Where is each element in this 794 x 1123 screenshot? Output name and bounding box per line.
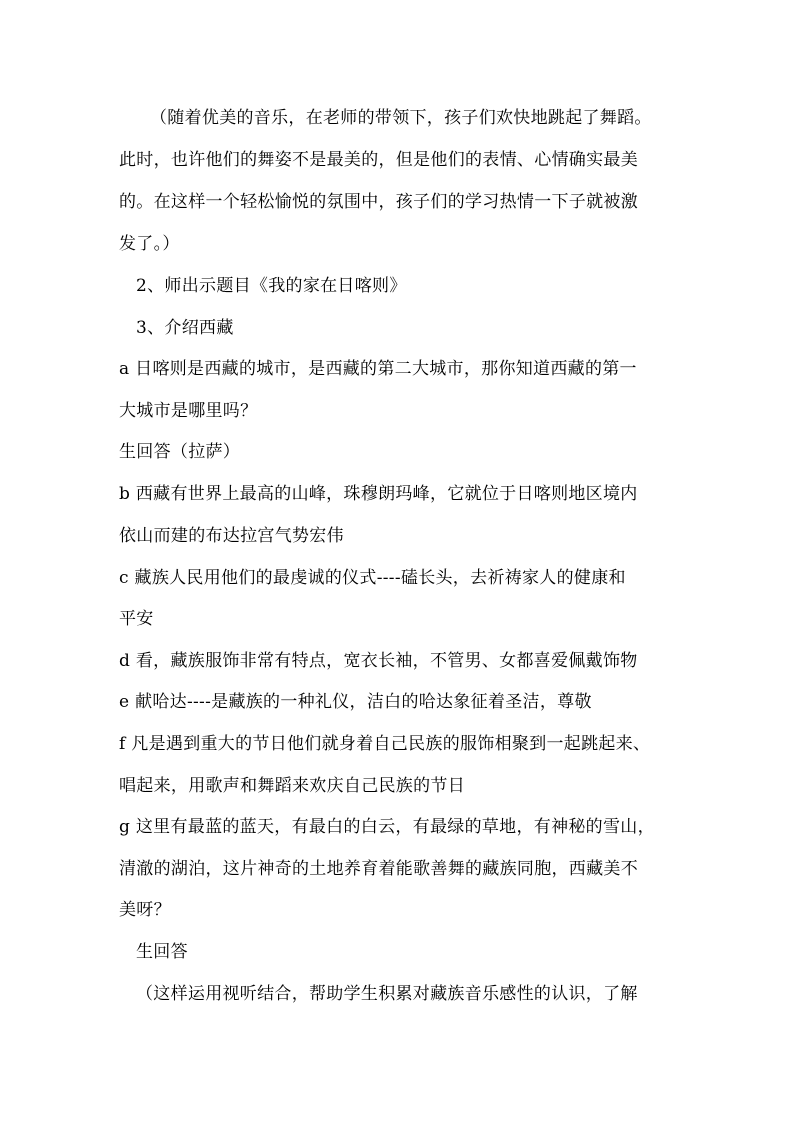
intro-paragraph-line-3: 的。在这样一个轻松愉悦的氛围中，孩子们的学习热情一下子就被激 <box>119 192 638 212</box>
item-a-line-2: 大城市是哪里吗？ <box>119 401 258 421</box>
item-c-line-2: 平安 <box>119 609 154 629</box>
step-2-heading: 2、师出示题目《我的家在日喀则》 <box>136 276 407 296</box>
step-3-heading: 3、介绍西藏 <box>136 318 234 338</box>
item-b-line-1: b 西藏有世界上最高的山峰，珠穆朗玛峰，它就位于日喀则地区境内 <box>119 484 638 504</box>
item-c-line-1: c 藏族人民用他们的最虔诚的仪式----磕长头，去祈祷家人的健康和 <box>119 568 626 588</box>
student-answer: 生回答 <box>136 942 188 962</box>
item-f-line-1: f 凡是遇到重大的节日他们就身着自己民族的服饰相聚到一起跳起来、 <box>119 734 651 754</box>
item-g-line-1: g 这里有最蓝的蓝天，有最白的白云，有最绿的草地，有神秘的雪山， <box>119 817 655 837</box>
intro-paragraph-line-1: （随着优美的音乐，在老师的带领下，孩子们欢快地跳起了舞蹈。 <box>150 108 652 128</box>
item-b-line-2: 依山而建的布达拉宫气势宏伟 <box>119 526 344 546</box>
closing-note-line-1: （这样运用视听结合，帮助学生积累对藏族音乐感性的认识，了解 <box>136 984 638 1004</box>
item-a-line-1: a 日喀则是西藏的城市，是西藏的第二大城市，那你知道西藏的第一 <box>119 359 637 379</box>
item-g-line-3: 美呀？ <box>119 900 171 920</box>
intro-paragraph-line-4: 发了。） <box>119 234 180 254</box>
intro-paragraph-line-2: 此时，也许他们的舞姿不是最美的，但是他们的表情、心情确实最美 <box>119 150 638 170</box>
item-g-line-2: 清澈的湖泊，这片神奇的土地养育着能歌善舞的藏族同胞，西藏美不 <box>119 859 638 879</box>
item-f-line-2: 唱起来，用歌声和舞蹈来欢庆自己民族的节日 <box>119 776 465 796</box>
item-d-line-1: d 看，藏族服饰非常有特点，宽衣长袖，不管男、女都喜爱佩戴饰物 <box>119 651 638 671</box>
student-answer-lhasa: 生回答（拉萨） <box>119 442 241 462</box>
item-e-line-1: e 献哈达----是藏族的一种礼仪，洁白的哈达象征着圣洁，尊敬 <box>119 692 592 712</box>
